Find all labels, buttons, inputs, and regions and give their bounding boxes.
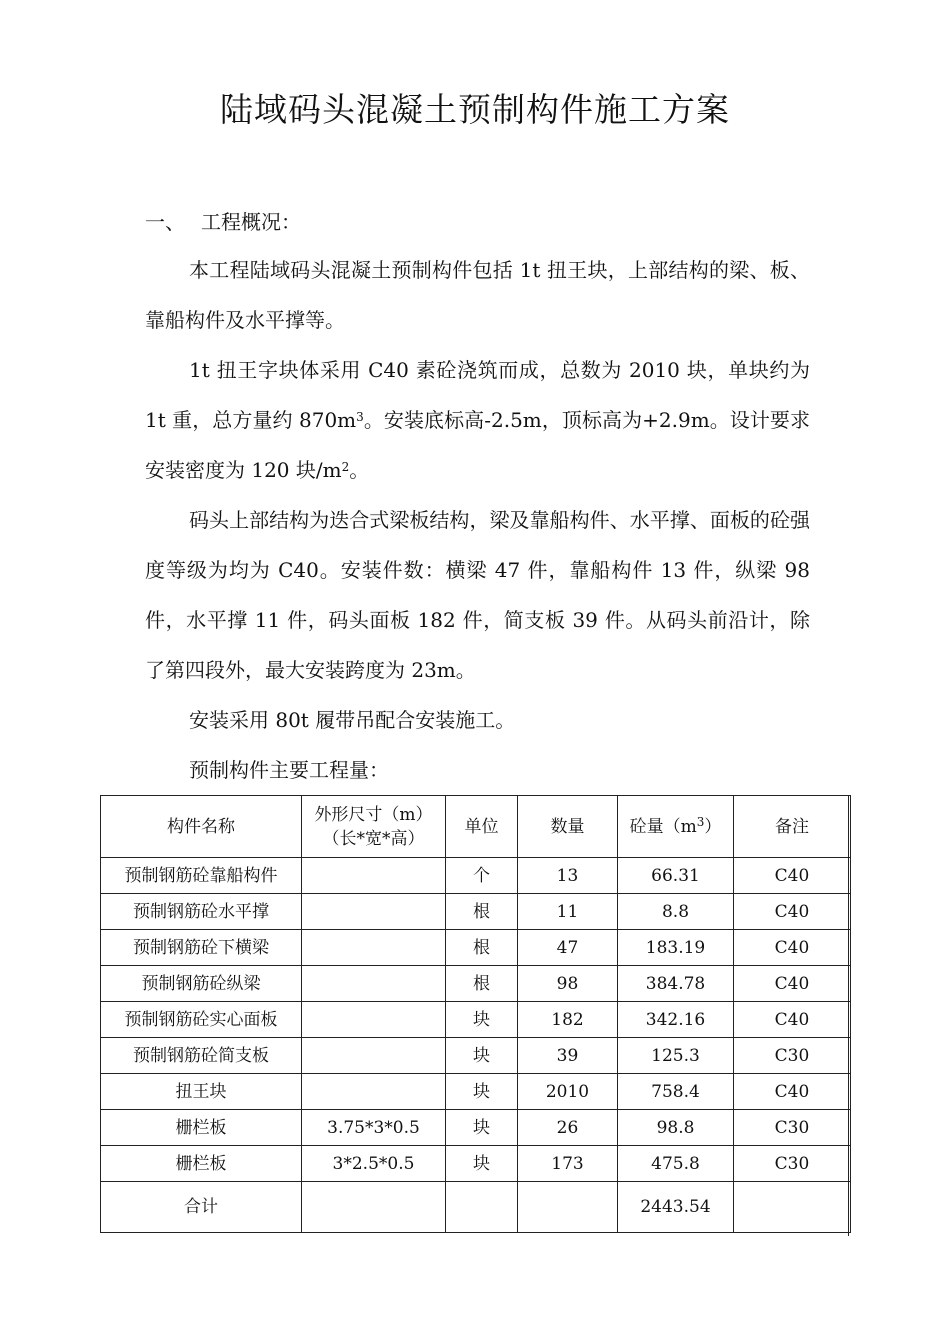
paragraph-block-spec [145,345,810,495]
total-size-cell [302,1182,446,1233]
header-size-line2: （长*宽*高） [322,828,425,849]
cell-name: 预制钢筋砼简支板 [101,1038,302,1074]
cell-name: 预制钢筋砼靠船构件 [101,858,302,894]
cell-size [302,1002,446,1038]
header-name: 构件名称 [101,796,302,858]
cell-note: C30 [734,1146,851,1182]
cell-size [302,1074,446,1110]
cell-name: 预制钢筋砼下横梁 [101,930,302,966]
section-number: 一、 [145,210,185,234]
cell-note: C40 [734,894,851,930]
cell-note: C40 [734,930,851,966]
cell-size [302,966,446,1002]
cell-unit: 块 [446,1074,518,1110]
cell-name: 栅栏板 [101,1146,302,1182]
cell-volume: 125.3 [618,1038,734,1074]
paragraph-superstructure: 码头上部结构为迭合式梁板结构，梁及靠船构件、水平撑、面板的砼强度等级为均为 C40。安装件数：横梁 47 件，靠船构件 13 件，纵梁 98 件，水平撑 11 件，码头面板 182 件，简支板 39 件。从码头前沿计，除了第四段外，最大安装跨度为 23m。 [145,508,810,682]
header-count: 数量 [518,796,618,858]
section-heading [145,206,301,235]
header-volume-end: ） [704,816,722,837]
cubic-superscript: 3 [356,410,364,424]
cell-volume: 98.8 [618,1110,734,1146]
header-volume-text: 砼量（m [629,816,697,837]
header-volume [618,796,734,858]
cell-count: 182 [518,1002,618,1038]
paragraph-table-intro: 预制构件主要工程量： [189,758,389,782]
cell-size [302,858,446,894]
cell-size [302,894,446,930]
block-spec-text-1: 1t 扭王字块体采用 C40 素砼浇筑而成，总数为 2010 块，单块约为 1t 重，总方量约 870m [145,358,810,432]
quantity-table [100,795,851,1233]
header-unit: 单位 [446,796,518,858]
cell-volume: 758.4 [618,1074,734,1110]
block-spec-text-3: 。 [349,458,370,482]
table-row [101,858,851,894]
square-superscript: 2 [341,460,350,474]
paragraph-scope: 本工程陆域码头混凝土预制构件包括 1t 扭王块，上部结构的梁、板、靠船构件及水平撑等。 [145,258,810,332]
table-row [101,930,851,966]
table-total-row [101,1182,851,1233]
table-row [101,1110,851,1146]
header-note: 备注 [734,796,851,858]
table-row [101,966,851,1002]
cell-size [302,930,446,966]
table-row [101,1038,851,1074]
cell-note: C30 [734,1038,851,1074]
total-label: 合计 [101,1182,302,1233]
document-title: 陆域码头混凝土预制构件施工方案 [220,90,730,129]
cell-volume: 475.8 [618,1146,734,1182]
table-row [101,1002,851,1038]
cell-volume: 66.31 [618,858,734,894]
cell-note: C40 [734,858,851,894]
cell-note: C40 [734,1074,851,1110]
cell-unit: 根 [446,966,518,1002]
cell-count: 2010 [518,1074,618,1110]
total-note-cell [734,1182,851,1233]
header-size-line1: 外形尺寸（m） [314,804,433,825]
table-row [101,894,851,930]
header-volume-sup: 3 [696,814,705,829]
cell-name: 预制钢筋砼水平撑 [101,894,302,930]
cell-name: 扭王块 [101,1074,302,1110]
table-row [101,1074,851,1110]
section-title: 工程概况： [201,210,301,234]
cell-name: 栅栏板 [101,1110,302,1146]
cell-unit: 个 [446,858,518,894]
header-size [302,796,446,858]
cell-name: 预制钢筋砼实心面板 [101,1002,302,1038]
cell-size: 3.75*3*0.5 [302,1110,446,1146]
cell-size [302,1038,446,1074]
total-count-cell [518,1182,618,1233]
cell-count: 39 [518,1038,618,1074]
cell-volume: 342.16 [618,1002,734,1038]
cell-unit: 块 [446,1146,518,1182]
total-volume: 2443.54 [618,1182,734,1233]
cell-count: 173 [518,1146,618,1182]
cell-count: 26 [518,1110,618,1146]
table-header-row [101,796,851,858]
cell-count: 13 [518,858,618,894]
cell-count: 47 [518,930,618,966]
paragraph-crane: 安装采用 80t 履带吊配合安装施工。 [189,708,516,732]
table-row [101,1146,851,1182]
cell-unit: 块 [446,1038,518,1074]
cell-volume: 8.8 [618,894,734,930]
cell-unit: 块 [446,1110,518,1146]
cell-note: C40 [734,1002,851,1038]
cell-name: 预制钢筋砼纵梁 [101,966,302,1002]
cell-unit: 根 [446,894,518,930]
cell-unit: 块 [446,1002,518,1038]
cell-count: 98 [518,966,618,1002]
cell-count: 11 [518,894,618,930]
cell-volume: 183.19 [618,930,734,966]
cell-volume: 384.78 [618,966,734,1002]
cell-size: 3*2.5*0.5 [302,1146,446,1182]
total-unit-cell [446,1182,518,1233]
cell-note: C30 [734,1110,851,1146]
block-spec-text-2: 。安装底标高-2.5m，顶标高为+2.9m。设计要求安装密度为 120 块/m [145,408,810,482]
table-right-rule [848,795,849,1236]
cell-unit: 根 [446,930,518,966]
cell-note: C40 [734,966,851,1002]
